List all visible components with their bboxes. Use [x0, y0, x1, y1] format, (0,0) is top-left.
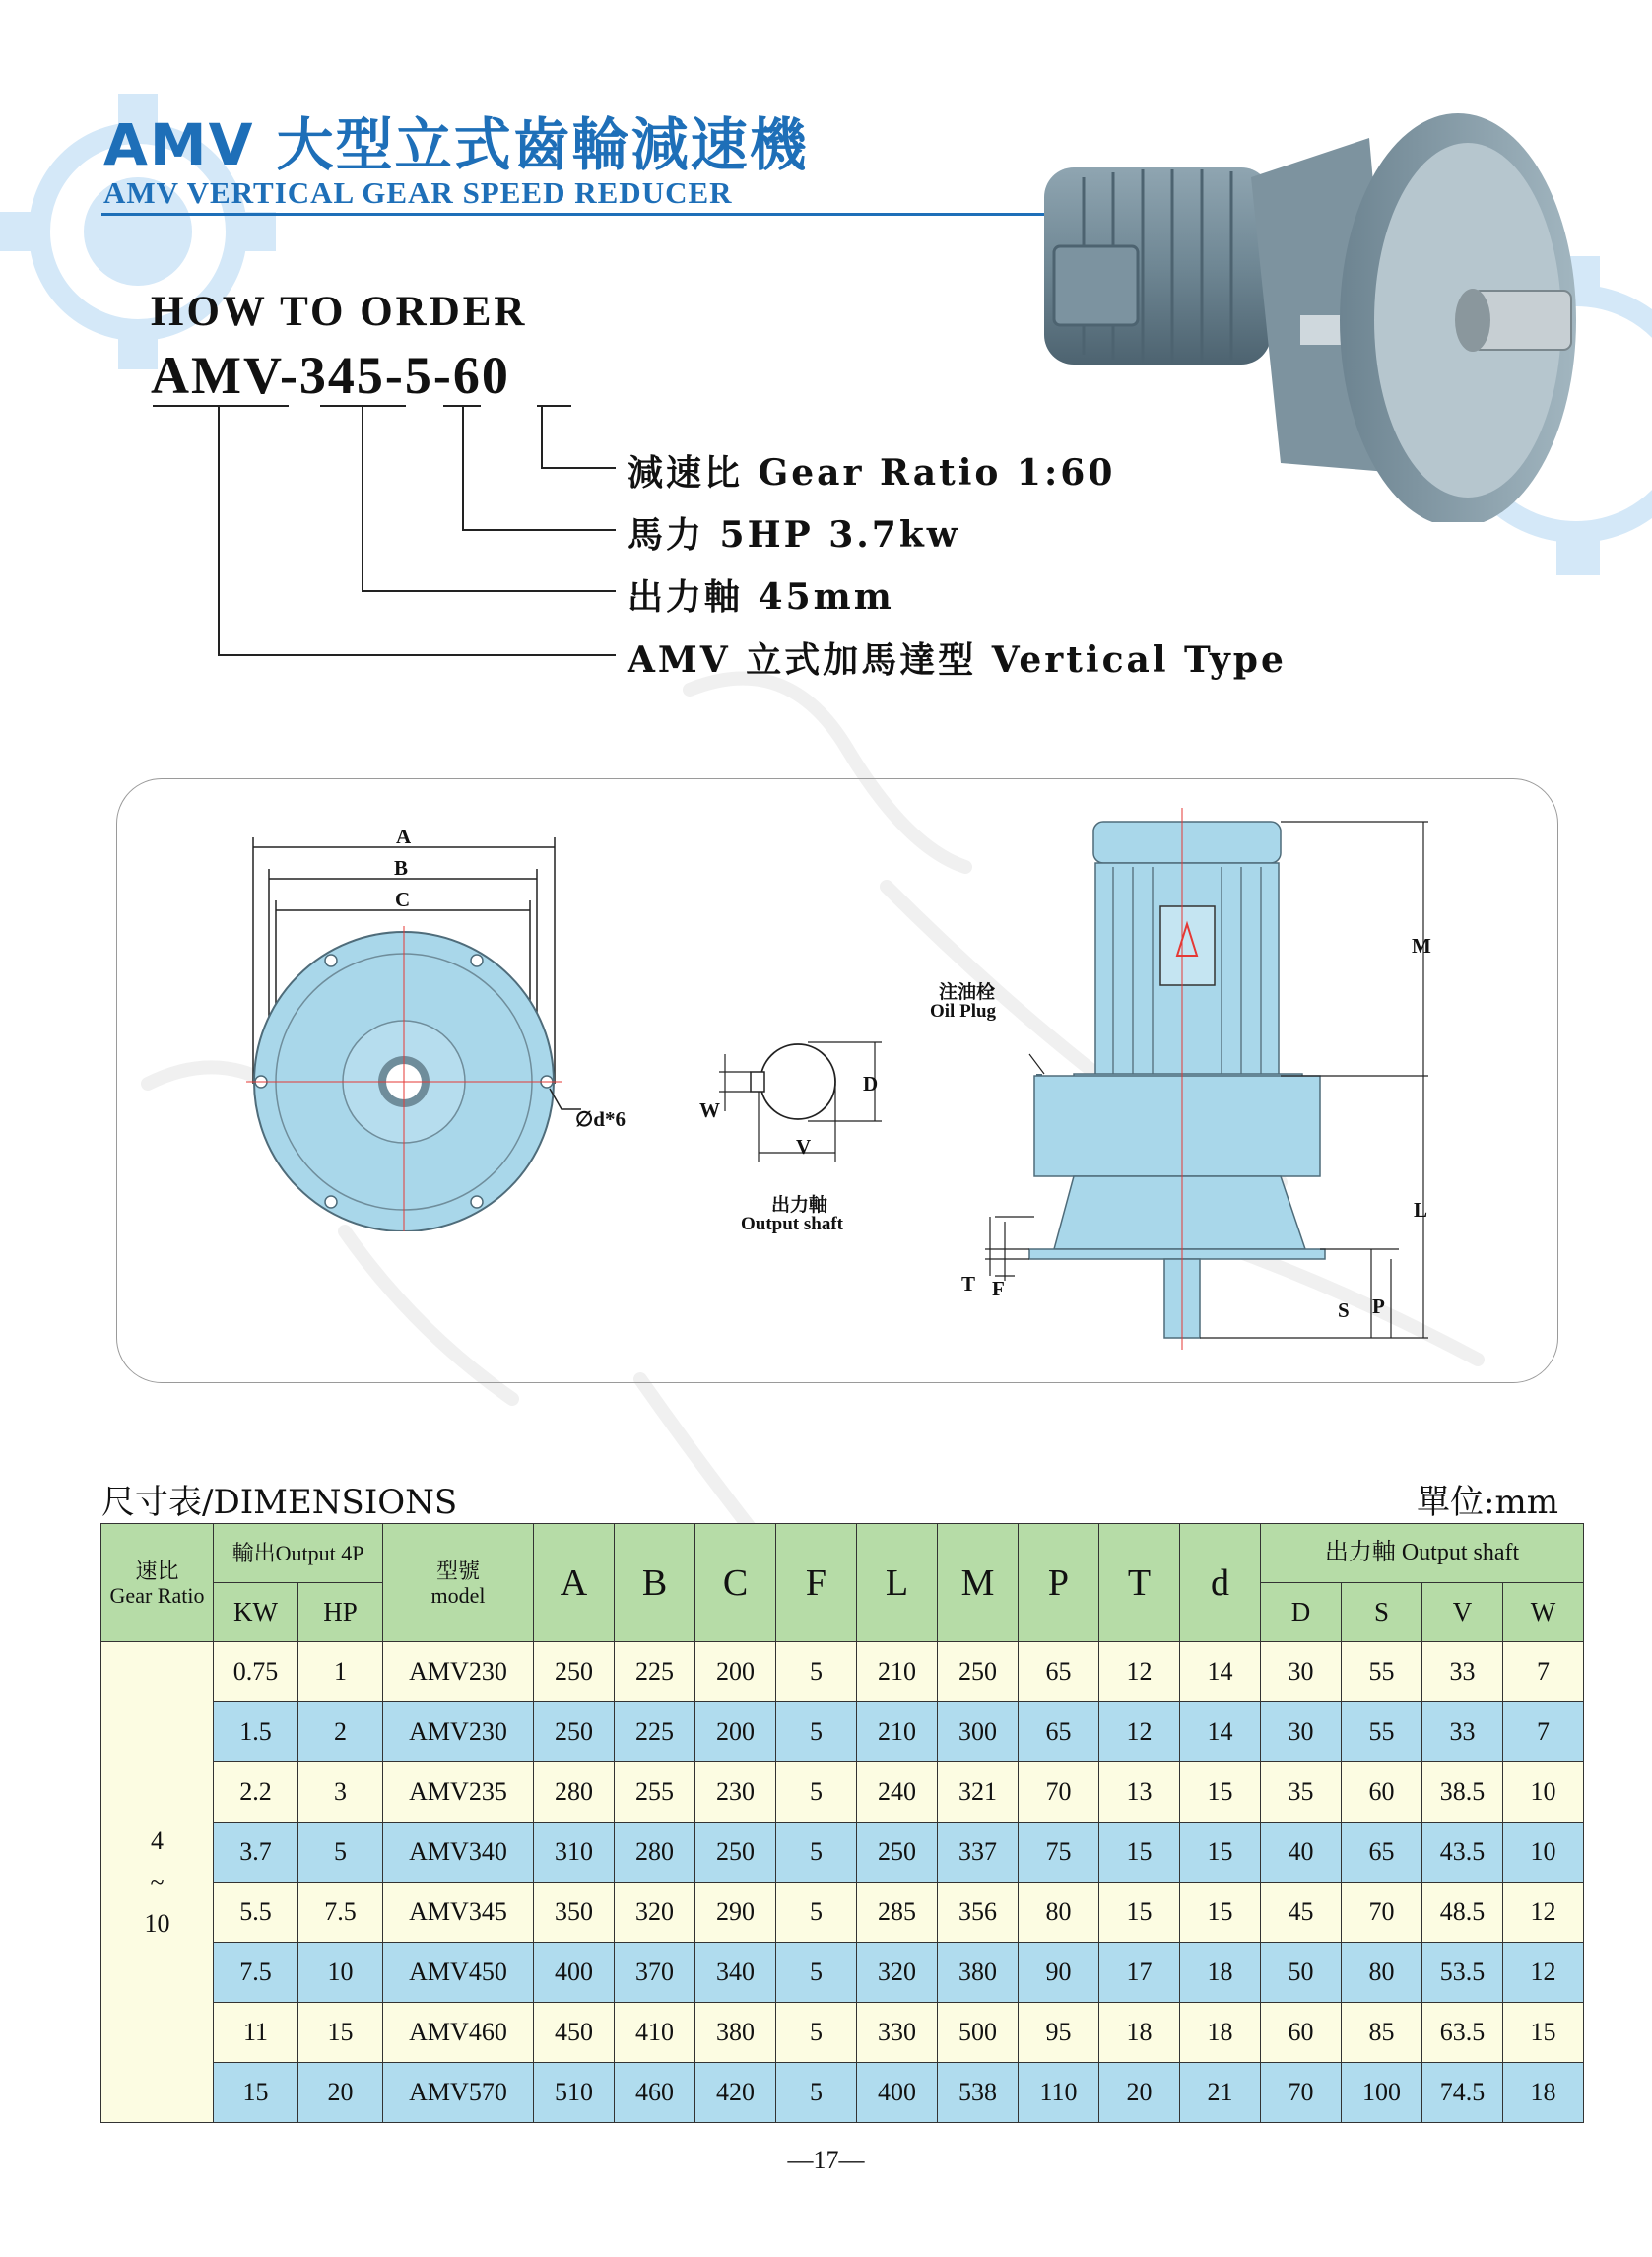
header-col-d-small: d	[1180, 1524, 1261, 1642]
table-cell: 2.2	[214, 1762, 298, 1823]
table-cell: 48.5	[1422, 1883, 1503, 1943]
table-cell: 5	[776, 2003, 857, 2063]
table-cell: 14	[1180, 1642, 1261, 1702]
header-shaft-s: S	[1342, 1583, 1422, 1642]
table-cell: 70	[1261, 2063, 1342, 2123]
table-cell: 15	[214, 2063, 298, 2123]
page-title-english: AMV VERTICAL GEAR SPEED REDUCER	[103, 175, 733, 210]
table-cell: AMV340	[383, 1823, 534, 1883]
table-cell: 240	[857, 1762, 938, 1823]
table-cell: 95	[1019, 2003, 1099, 2063]
table-cell: 320	[615, 1883, 695, 1943]
table-cell: 55	[1342, 1702, 1422, 1762]
header-col-f: F	[776, 1524, 857, 1642]
table-cell: 225	[615, 1642, 695, 1702]
header-shaft-w: W	[1503, 1583, 1584, 1642]
oil-plug-label-en: Oil Plug	[930, 1001, 997, 1022]
header-output-en: Output 4P	[275, 1541, 364, 1565]
table-cell: 18	[1099, 2003, 1180, 2063]
table-cell: AMV450	[383, 1943, 534, 2003]
table-cell: 12	[1503, 1883, 1584, 1943]
table-row	[101, 2063, 1584, 2123]
gear-ratio-cell	[101, 1642, 214, 2123]
table-cell: 14	[1180, 1702, 1261, 1762]
oil-plug-label-cn: 注油栓	[939, 982, 996, 1003]
table-cell: 510	[534, 2063, 615, 2123]
table-cell: 5	[776, 1762, 857, 1823]
table-cell: 3	[298, 1762, 383, 1823]
table-cell: 350	[534, 1883, 615, 1943]
header-ratio-en: Gear Ratio	[109, 1582, 205, 1608]
table-cell: 320	[857, 1943, 938, 2003]
order-option-output-shaft: 出力軸 45mm	[628, 576, 894, 618]
table-cell: 290	[695, 1883, 776, 1943]
header-ratio-cn: 速比	[135, 1558, 179, 1583]
table-cell: 230	[695, 1762, 776, 1823]
header-output-cn: 輸出	[231, 1541, 276, 1565]
table-cell: 90	[1019, 1943, 1099, 2003]
table-cell: 200	[695, 1702, 776, 1762]
header-shaft-d: D	[1261, 1583, 1342, 1642]
table-cell: 210	[857, 1642, 938, 1702]
table-cell: 21	[1180, 2063, 1261, 2123]
table-cell: 35	[1261, 1762, 1342, 1823]
table-row	[101, 1702, 1584, 1762]
table-cell: 5.5	[214, 1883, 298, 1943]
table-cell: 70	[1342, 1883, 1422, 1943]
header-shaft-en: Output shaft	[1401, 1540, 1520, 1565]
output-shaft-caption-en: Output shaft	[741, 1214, 843, 1234]
table-cell: 310	[534, 1823, 615, 1883]
table-cell: 250	[857, 1823, 938, 1883]
table-cell: 60	[1261, 2003, 1342, 2063]
table-cell: 5	[776, 1883, 857, 1943]
table-cell: 18	[1503, 2063, 1584, 2123]
table-cell: 75	[1019, 1823, 1099, 1883]
gear-ratio-to: 10	[144, 1908, 170, 1938]
table-cell: 30	[1261, 1702, 1342, 1762]
header-col-t: T	[1099, 1524, 1180, 1642]
page-number: —17—	[787, 2146, 865, 2174]
table-cell: 18	[1180, 2003, 1261, 2063]
table-cell: 410	[615, 2003, 695, 2063]
front-view-drawing	[236, 818, 591, 1231]
table-cell: 15	[1180, 1823, 1261, 1883]
dim-label-d-holes: ∅d*6	[575, 1107, 626, 1131]
table-cell: 55	[1342, 1642, 1422, 1702]
table-cell: 250	[938, 1642, 1019, 1702]
table-cell: 400	[857, 2063, 938, 2123]
header-kw: KW	[214, 1583, 298, 1642]
table-cell: AMV570	[383, 2063, 534, 2123]
table-cell: 280	[534, 1762, 615, 1823]
table-cell: 70	[1019, 1762, 1099, 1823]
header-shaft-cn: 出力軸	[1324, 1540, 1396, 1565]
table-cell: 85	[1342, 2003, 1422, 2063]
table-cell: 330	[857, 2003, 938, 2063]
table-cell: AMV345	[383, 1883, 534, 1943]
header-col-p: P	[1019, 1524, 1099, 1642]
output-shaft-caption-cn: 出力軸	[771, 1195, 828, 1216]
table-cell: 63.5	[1422, 2003, 1503, 2063]
table-cell: 10	[298, 1943, 383, 2003]
gear-ratio-from: 4	[151, 1826, 164, 1855]
table-cell: 3.7	[214, 1823, 298, 1883]
page-title-chinese: AMV 大型立式齒輪減速機	[103, 111, 809, 178]
table-cell: 15	[1503, 2003, 1584, 2063]
table-row	[101, 1762, 1584, 1823]
table-cell: 450	[534, 2003, 615, 2063]
table-cell: 285	[857, 1883, 938, 1943]
table-cell: 7.5	[298, 1883, 383, 1943]
table-cell: 65	[1019, 1642, 1099, 1702]
dim-label-d-shaft: D	[863, 1072, 879, 1095]
table-cell: 65	[1019, 1702, 1099, 1762]
table-cell: 200	[695, 1642, 776, 1702]
table-row	[101, 1883, 1584, 1943]
table-cell: AMV460	[383, 2003, 534, 2063]
table-cell: 5	[776, 1823, 857, 1883]
header-model-en: model	[430, 1582, 486, 1608]
dimensions-table	[100, 1523, 1584, 2123]
table-cell: 15	[1180, 1762, 1261, 1823]
gear-ratio-sep: ~	[150, 1867, 165, 1896]
dim-label-f: F	[992, 1277, 1005, 1300]
header-shaft-v: V	[1422, 1583, 1503, 1642]
table-cell: 5	[776, 1943, 857, 2003]
header-col-c: C	[695, 1524, 776, 1642]
header-col-m: M	[938, 1524, 1019, 1642]
table-cell: 80	[1342, 1943, 1422, 2003]
table-cell: 15	[298, 2003, 383, 2063]
table-cell: 250	[695, 1823, 776, 1883]
unit-label: 單位:mm	[1417, 1483, 1558, 1522]
table-cell: 225	[615, 1702, 695, 1762]
table-cell: 280	[615, 1823, 695, 1883]
table-cell: 110	[1019, 2063, 1099, 2123]
table-cell: 5	[776, 1702, 857, 1762]
dim-label-v: V	[796, 1135, 812, 1159]
order-code: AMV-345-5-60	[151, 346, 510, 405]
table-cell: 250	[534, 1702, 615, 1762]
table-cell: 33	[1422, 1702, 1503, 1762]
table-cell: 460	[615, 2063, 695, 2123]
table-cell: 400	[534, 1943, 615, 2003]
table-cell: 60	[1342, 1762, 1422, 1823]
dim-label-s: S	[1338, 1298, 1350, 1322]
dim-label-a: A	[396, 825, 412, 848]
table-cell: 33	[1422, 1642, 1503, 1702]
dimensions-title: 尺寸表/DIMENSIONS	[101, 1483, 458, 1522]
table-cell: 12	[1099, 1702, 1180, 1762]
header-gear-ratio	[101, 1524, 214, 1642]
dim-label-w: W	[699, 1098, 720, 1122]
table-cell: 356	[938, 1883, 1019, 1943]
table-cell: 7	[1503, 1702, 1584, 1762]
table-cell: 538	[938, 2063, 1019, 2123]
table-cell: 43.5	[1422, 1823, 1503, 1883]
table-row	[101, 1943, 1584, 2003]
table-cell: 11	[214, 2003, 298, 2063]
table-cell: 5	[776, 2063, 857, 2123]
table-cell: 380	[938, 1943, 1019, 2003]
table-cell: 15	[1099, 1883, 1180, 1943]
table-cell: 250	[534, 1642, 615, 1702]
table-cell: 0.75	[214, 1642, 298, 1702]
header-col-b: B	[615, 1524, 695, 1642]
table-cell: 210	[857, 1702, 938, 1762]
table-cell: 380	[695, 2003, 776, 2063]
table-cell: 12	[1099, 1642, 1180, 1702]
table-cell: 500	[938, 2003, 1019, 2063]
table-cell: 300	[938, 1702, 1019, 1762]
table-cell: AMV230	[383, 1702, 534, 1762]
header-col-l: L	[857, 1524, 938, 1642]
table-cell: 15	[1180, 1883, 1261, 1943]
dim-label-t: T	[961, 1272, 976, 1295]
dim-label-b: B	[394, 856, 409, 880]
table-cell: 38.5	[1422, 1762, 1503, 1823]
table-cell: 65	[1342, 1823, 1422, 1883]
table-cell: 15	[1099, 1823, 1180, 1883]
table-cell: 1	[298, 1642, 383, 1702]
table-cell: 10	[1503, 1823, 1584, 1883]
table-cell: 18	[1180, 1943, 1261, 2003]
table-cell: 5	[776, 1642, 857, 1702]
order-option-type: AMV 立式加馬達型 Vertical Type	[628, 639, 1287, 681]
header-hp: HP	[298, 1583, 383, 1642]
order-option-gear-ratio: 減速比 Gear Ratio 1:60	[628, 452, 1116, 494]
header-output	[214, 1524, 383, 1583]
dim-label-l: L	[1414, 1198, 1428, 1222]
table-cell: 100	[1342, 2063, 1422, 2123]
table-cell: 5	[298, 1823, 383, 1883]
table-cell: 50	[1261, 1943, 1342, 2003]
table-cell: 2	[298, 1702, 383, 1762]
table-cell: 337	[938, 1823, 1019, 1883]
table-cell: 420	[695, 2063, 776, 2123]
table-cell: 30	[1261, 1642, 1342, 1702]
table-cell: 255	[615, 1762, 695, 1823]
table-row	[101, 1823, 1584, 1883]
table-cell: 321	[938, 1762, 1019, 1823]
table-row	[101, 1642, 1584, 1702]
table-cell: 370	[615, 1943, 695, 2003]
table-cell: AMV230	[383, 1642, 534, 1702]
side-view-drawing	[985, 808, 1458, 1360]
header-model	[383, 1524, 534, 1642]
dim-label-p: P	[1372, 1294, 1385, 1318]
header-model-cn: 型號	[435, 1558, 480, 1583]
table-cell: 7.5	[214, 1943, 298, 2003]
table-cell: 17	[1099, 1943, 1180, 2003]
table-cell: 40	[1261, 1823, 1342, 1883]
dim-label-m: M	[1412, 934, 1431, 958]
dim-label-c: C	[395, 888, 411, 911]
table-cell: 1.5	[214, 1702, 298, 1762]
table-cell: 74.5	[1422, 2063, 1503, 2123]
table-cell: 13	[1099, 1762, 1180, 1823]
how-to-order-heading: HOW TO ORDER	[151, 289, 528, 335]
table-cell: 20	[1099, 2063, 1180, 2123]
table-cell: AMV235	[383, 1762, 534, 1823]
table-cell: 10	[1503, 1762, 1584, 1823]
header-output-shaft	[1261, 1524, 1584, 1583]
table-cell: 7	[1503, 1642, 1584, 1702]
table-cell: 80	[1019, 1883, 1099, 1943]
table-cell: 340	[695, 1943, 776, 2003]
table-cell: 20	[298, 2063, 383, 2123]
table-cell: 53.5	[1422, 1943, 1503, 2003]
table-row	[101, 2003, 1584, 2063]
table-cell: 45	[1261, 1883, 1342, 1943]
table-cell: 12	[1503, 1943, 1584, 2003]
order-option-horsepower: 馬力 5HP 3.7kw	[628, 514, 960, 556]
header-col-a: A	[534, 1524, 615, 1642]
